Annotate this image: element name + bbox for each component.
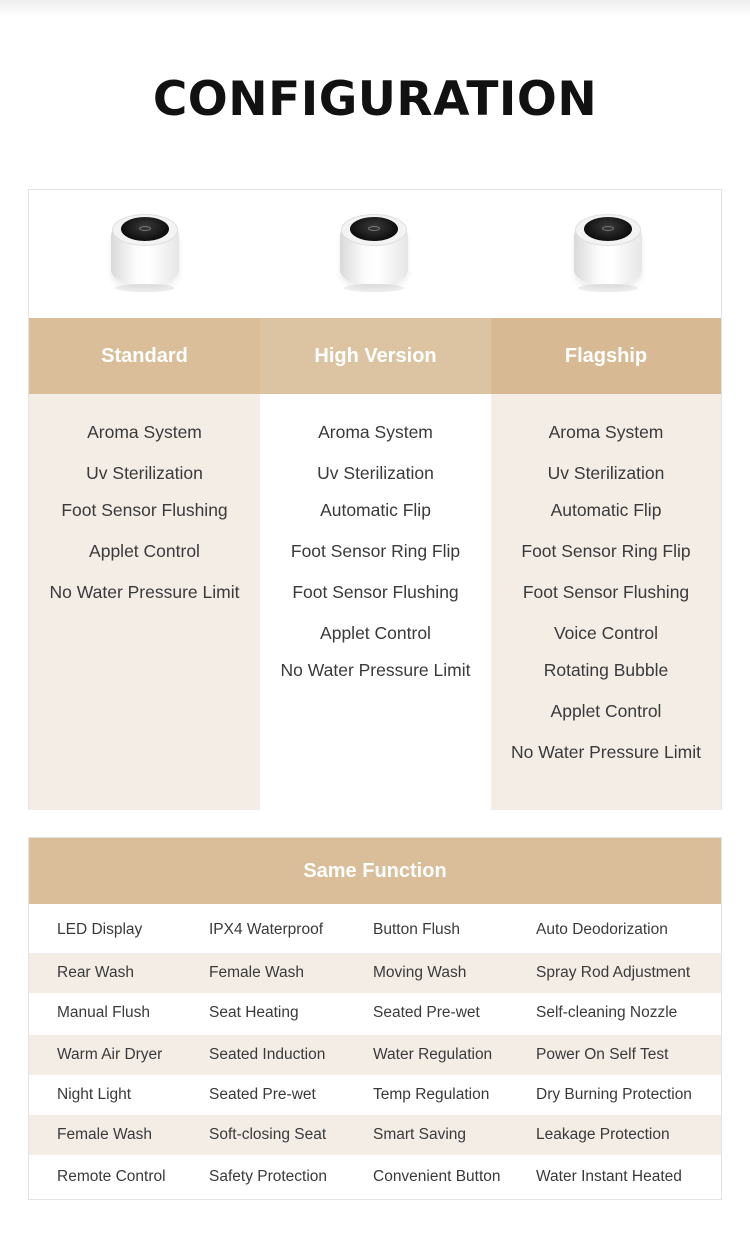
feature-item: Uv Sterilization <box>547 463 665 483</box>
table-cell: Remote Control <box>57 1168 166 1185</box>
feature-item: Foot Sensor Flushing <box>522 582 690 602</box>
feature-item: Voice Control <box>553 623 659 643</box>
table-row <box>29 953 721 993</box>
table-cell: Water Regulation <box>373 1046 493 1063</box>
product-images-row <box>29 190 721 318</box>
feature-list-standard <box>29 394 260 810</box>
table-row <box>29 993 721 1033</box>
feature-item: Aroma System <box>548 422 664 442</box>
table-cell: Auto Deodorization <box>536 921 668 938</box>
table-cell: Manual Flush <box>57 1004 151 1021</box>
table-row <box>29 1156 721 1198</box>
top-shade <box>0 0 750 18</box>
table-cell: Moving Wash <box>373 964 467 981</box>
page-title: CONFIGURATION <box>152 72 598 127</box>
table-cell: Power On Self Test <box>536 1046 669 1063</box>
table-cell: Soft-closing Seat <box>209 1126 327 1143</box>
product-image-high-version <box>338 212 412 294</box>
feature-item: Applet Control <box>89 541 200 561</box>
column-header-standard: Standard <box>29 318 260 394</box>
feature-item: Foot Sensor Ring Flip <box>290 541 461 561</box>
table-row <box>29 1075 721 1115</box>
table-cell: Seat Heating <box>209 1004 299 1021</box>
table-cell: Rear Wash <box>57 964 134 981</box>
table-cell: Warm Air Dryer <box>57 1046 163 1063</box>
table-cell: Temp Regulation <box>373 1086 490 1103</box>
column-header-high-version: High Version <box>260 318 491 394</box>
table-cell: Spray Rod Adjustment <box>536 964 691 981</box>
feature-item: Foot Sensor Ring Flip <box>521 541 691 561</box>
table-row <box>29 910 721 950</box>
product-image-flagship <box>572 212 646 294</box>
toilet-device-icon <box>338 212 410 292</box>
table-cell: Dry Burning Protection <box>536 1086 692 1103</box>
toilet-device-icon <box>109 212 181 292</box>
feature-item: No Water Pressure Limit <box>49 582 240 602</box>
column-header-flagship: Flagship <box>491 318 721 394</box>
table-cell: Water Instant Heated <box>536 1168 682 1185</box>
feature-item: Aroma System <box>87 422 202 442</box>
feature-item: Automatic Flip <box>550 500 662 520</box>
table-cell: Convenient Button <box>373 1168 501 1185</box>
feature-item: No Water Pressure Limit <box>511 742 701 762</box>
feature-item: Automatic Flip <box>320 500 431 520</box>
table-cell: Female Wash <box>57 1126 153 1143</box>
same-function-header: Same Function <box>29 838 721 904</box>
same-function-table <box>28 837 722 1200</box>
feature-item: Foot Sensor Flushing <box>61 500 228 520</box>
product-image-standard <box>109 212 183 294</box>
table-cell: Seated Induction <box>209 1046 326 1063</box>
feature-item: Uv Sterilization <box>317 463 434 483</box>
feature-list-flagship <box>491 394 721 810</box>
table-cell: Female Wash <box>209 964 305 981</box>
table-cell: LED Display <box>57 921 143 938</box>
table-cell: Smart Saving <box>373 1126 467 1143</box>
feature-list-high-version <box>260 394 491 810</box>
table-cell: Self-cleaning Nozzle <box>536 1004 678 1021</box>
table-row <box>29 1035 721 1075</box>
table-cell: Night Light <box>57 1086 132 1103</box>
feature-item: Rotating Bubble <box>543 660 669 680</box>
table-cell: Button Flush <box>373 921 461 938</box>
feature-item: Applet Control <box>550 701 662 721</box>
configuration-table <box>28 189 722 810</box>
table-cell: Seated Pre-wet <box>373 1004 480 1021</box>
feature-item: No Water Pressure Limit <box>280 660 471 680</box>
table-row <box>29 1115 721 1155</box>
feature-item: Foot Sensor Flushing <box>292 582 459 602</box>
feature-item: Applet Control <box>320 623 431 643</box>
table-cell: IPX4 Waterproof <box>209 921 324 938</box>
table-cell: Safety Protection <box>209 1168 328 1185</box>
feature-item: Aroma System <box>318 422 433 442</box>
toilet-device-icon <box>572 212 644 292</box>
feature-item: Uv Sterilization <box>86 463 203 483</box>
table-cell: Seated Pre-wet <box>209 1086 316 1103</box>
table-cell: Leakage Protection <box>536 1126 670 1143</box>
